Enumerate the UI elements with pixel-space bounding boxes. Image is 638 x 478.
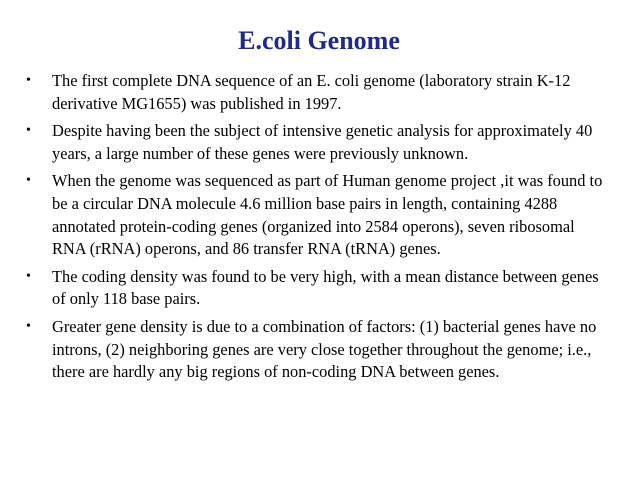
bullet-item-1 [24, 70, 612, 115]
bullet-text: When the genome was sequenced as part of Human genome project ,it was found to be a circular DNA molecule 4.6 million base pairs in length, containing 4288 annotated protein-coding genes (organized into 2584 operons), seven ribosomal RNA (rRNA) operons, and 86 transfer RNA (tRNA) genes. [52, 171, 603, 259]
bullet-text: Despite having been the subject of intensive genetic analysis for approximately 40 years, a large number of these genes were previously unknown. [52, 121, 593, 163]
bullet-list [24, 70, 612, 389]
bullet-item-3 [24, 170, 612, 260]
slide-title: E.coli Genome [238, 26, 400, 55]
bullet-text: The first complete DNA sequence of an E. coli genome (laboratory strain K-12 derivative MG1655) was published in 1997. [52, 71, 571, 113]
bullet-item-5 [24, 316, 612, 384]
bullet-dot-icon: • [26, 318, 31, 334]
bullet-dot-icon: • [26, 123, 31, 139]
bullet-text: The coding density was found to be very high, with a mean distance between genes of only 118 base pairs. [52, 266, 599, 309]
bullet-dot-icon: • [26, 73, 31, 88]
bullet-dot-icon: • [26, 268, 31, 284]
bullet-item-4 [24, 266, 612, 311]
bullet-item-2 [24, 120, 612, 165]
bullet-text: Greater gene density is due to a combination of factors: (1) bacterial genes have no introns, (2) neighboring genes are very close together throughout the genome; i.e., there are hardly any big regions of non-coding DNA between genes. [52, 316, 597, 382]
bullet-dot-icon: • [26, 173, 31, 189]
